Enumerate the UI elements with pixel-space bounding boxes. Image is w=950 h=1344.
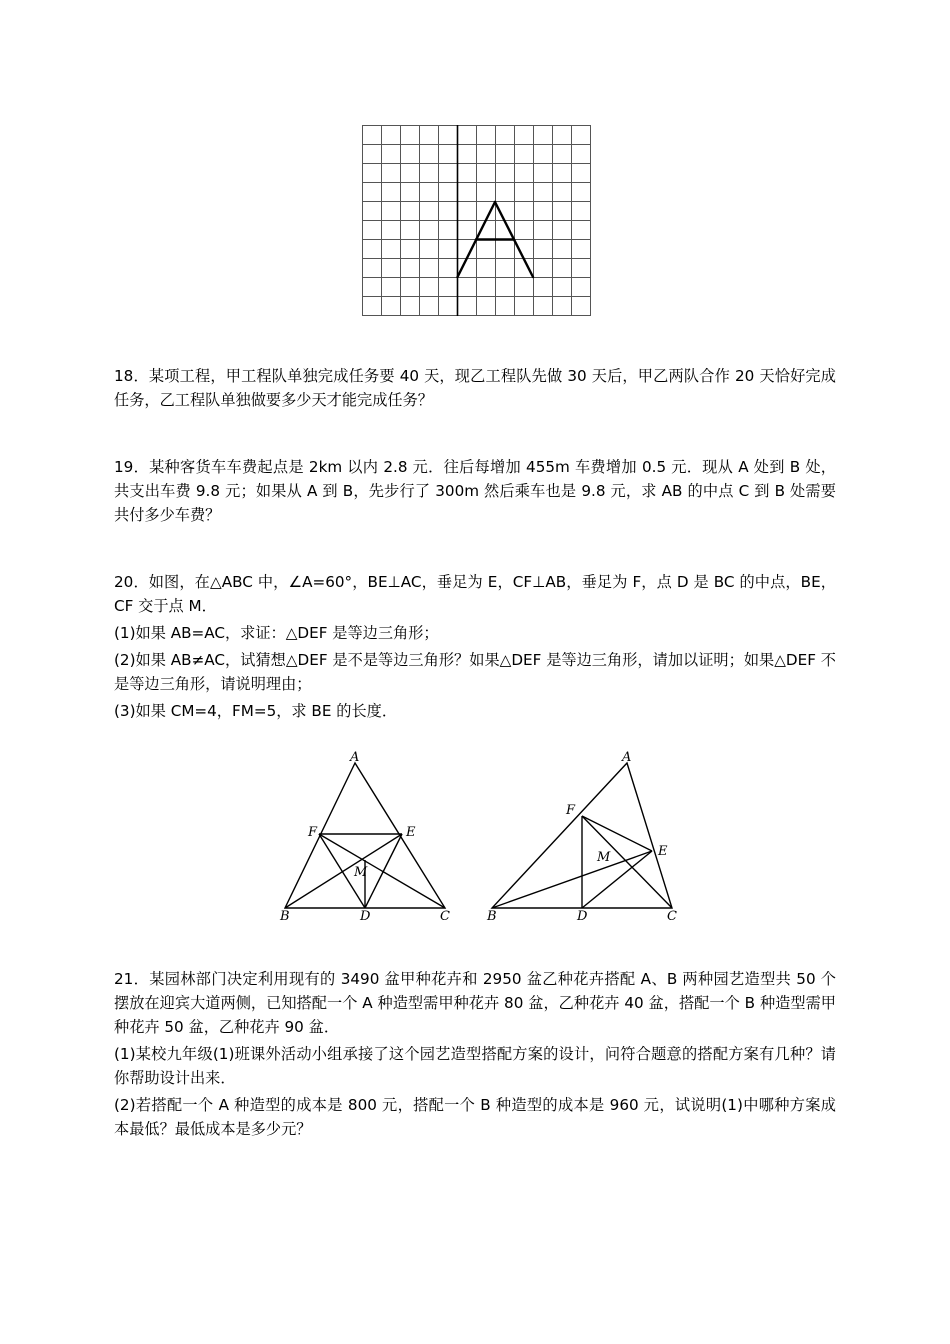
label-f: F xyxy=(308,825,318,840)
question-18-text: 18．某项工程，甲工程队单独完成任务要 40 天，现乙工程队先做 30 天后，甲乙两队合作 20 天恰好完成任务，乙工程队单独做要多少天才能完成任务？ xyxy=(114,367,836,409)
question-21-part1: (1)某校九年级(1)班课外活动小组承接了这个园艺造型搭配方案的设计，问符合题意的搭配方案有几种？请你帮助设计出来． xyxy=(114,1045,836,1087)
segment-cf xyxy=(582,816,672,908)
question-20-stem: 20．如图，在△ABC 中，∠A=60°，BE⊥AC，垂足为 E，CF⊥AB，垂足为 F，点 D 是 BC 的中点，BE，CF 交于点 M． xyxy=(114,573,836,615)
question-18 xyxy=(114,364,836,415)
segment-fe xyxy=(582,816,652,851)
label-m: M xyxy=(354,865,368,880)
label-b: B xyxy=(487,909,497,923)
label-a: A xyxy=(350,750,360,765)
label-d: D xyxy=(360,909,371,923)
question-20-part3: (3)如果 CM=4，FM=5，求 BE 的长度． xyxy=(114,702,398,720)
segment-cf xyxy=(319,834,445,908)
grid-letter-a-figure xyxy=(362,125,591,316)
label-c: C xyxy=(667,909,677,923)
question-20-part2: (2)如果 AB≠AC，试猜想△DEF 是不是等边三角形？如果△DEF 是等边三角形，请加以证明；如果△DEF 不是等边三角形，请说明理由； xyxy=(114,651,836,693)
triangle-figure-scalene xyxy=(484,748,684,923)
label-d: D xyxy=(577,909,588,923)
label-c: C xyxy=(440,909,450,923)
label-e: E xyxy=(406,825,416,840)
label-b: B xyxy=(280,909,290,923)
question-20 xyxy=(114,570,836,726)
segment-ed xyxy=(582,851,652,908)
question-19-text: 19．某种客货车车费起点是 2km 以内 2.8 元．往后每增加 455m 车费增加 0.5 元．现从 A 处到 B 处，共支出车费 9.8 元；如果从 A 到 B，先步行了 300m 然后乘车也是 9.8 元，求 AB 的中点 C 到 B 处需要共付多少车费？ xyxy=(114,458,836,524)
label-f: F xyxy=(566,803,576,818)
question-21-stem: 21．某园林部门决定利用现有的 3490 盆甲种花卉和 2950 盆乙种花卉搭配 A、B 两种园艺造型共 50 个摆放在迎宾大道两侧，已知搭配一个 A 种造型需甲种花卉 80 盆，乙种花卉 40 盆，搭配一个 B 种造型需甲种花卉 50 盆，乙种花卉 90 盆． xyxy=(114,970,836,1036)
segment-be xyxy=(492,851,652,908)
triangle-figure-isosceles xyxy=(268,748,463,923)
question-21 xyxy=(114,967,836,1144)
question-21-part2: (2)若搭配一个 A 种造型的成本是 800 元，搭配一个 B 种造型的成本是 960 元，试说明(1)中哪种方案成本最低？最低成本是多少元？ xyxy=(114,1096,836,1138)
label-m: M xyxy=(597,850,611,865)
question-20-part1: (1)如果 AB=AC，求证：△DEF 是等边三角形； xyxy=(114,624,439,642)
label-a: A xyxy=(622,750,632,765)
grid-lines xyxy=(362,125,591,316)
label-e: E xyxy=(658,844,668,859)
question-19 xyxy=(114,455,836,530)
